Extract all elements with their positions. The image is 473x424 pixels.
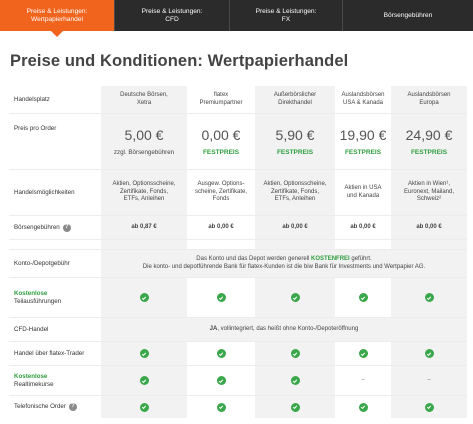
check-icon	[217, 293, 226, 302]
table-cell: Ausgew. Options- scheine, Zertifikate, Fonds	[194, 181, 248, 203]
table-cell	[391, 396, 467, 418]
price-cell	[335, 114, 391, 169]
tab-label-line2: FX	[281, 15, 291, 23]
row-label: Kostenlose Realtimekurse	[14, 373, 54, 388]
table-cell	[335, 278, 391, 317]
spacer-row	[9, 240, 467, 250]
price-value: 5,00 €	[124, 126, 164, 143]
tab-label-line1: Preise & Leistungen:	[26, 7, 88, 15]
check-icon	[359, 349, 368, 358]
table-cell: Aktien, Optionsscheine, Zertifikate, Fonds, ETFs, Anleihen	[101, 170, 187, 215]
check-icon	[217, 403, 226, 412]
row-label: Handelsplatz	[14, 95, 50, 103]
price-note: zzgl. Börsengebühren	[113, 148, 175, 156]
column-header: Auslandsbörsen USA & Kanada	[341, 92, 385, 106]
festpreis-label: FESTPREIS	[202, 148, 240, 156]
price-value: 0,00 €	[201, 126, 241, 143]
row-label: Kostenlose Teilausführungen	[14, 290, 62, 305]
dash-text: –	[361, 376, 365, 383]
table-cell	[255, 366, 335, 395]
tab-label: Börsengebühren	[383, 11, 433, 19]
tab-label-line2: Wertpapierhandel	[31, 15, 83, 23]
tab-fx[interactable]	[230, 0, 343, 31]
flatex-trader-row	[9, 342, 467, 366]
table-cell: Aktien in Wien¹, Euronext, Mailand, Schweiz²	[391, 170, 467, 215]
column-header: flatex Premiumpartner	[199, 92, 243, 106]
check-icon	[291, 376, 300, 385]
teilausfuehrungen-row	[9, 278, 467, 318]
column-header: Deutsche Börsen, Xetra	[101, 86, 187, 113]
page-title: Preise und Konditionen: Wertpapierhandel	[10, 52, 349, 70]
check-icon	[140, 349, 149, 358]
table-cell: ab 0,00 €	[391, 216, 467, 239]
table-cell	[255, 396, 335, 418]
check-icon	[359, 403, 368, 412]
check-icon	[140, 293, 149, 302]
table-cell: JA, vollintegriert, das heißt ohne Konto-/Depoteröffnung	[101, 318, 467, 341]
price-cell	[391, 114, 467, 169]
check-icon	[217, 349, 226, 358]
table-cell	[335, 342, 391, 365]
boersengebuehren-row	[9, 216, 467, 240]
table-cell	[101, 366, 187, 395]
column-header: Auslandsbörsen Europa	[391, 86, 467, 113]
telefonische-order-row	[9, 396, 467, 418]
cfd-handel-row	[9, 318, 467, 342]
festpreis-label: FESTPREIS	[276, 148, 314, 156]
konto-depot-row	[9, 250, 467, 278]
festpreis-label: FESTPREIS	[410, 148, 448, 156]
tab-label-line1: Preise & Leistungen:	[255, 7, 317, 15]
table-cell: ab 0,00 €	[208, 223, 234, 230]
row-label: Handel über flatex-Trader	[14, 349, 85, 357]
row-label: Preis pro Order	[14, 125, 57, 132]
help-icon[interactable]: ?	[63, 224, 71, 232]
table-cell	[391, 342, 467, 365]
price-cell	[255, 114, 335, 169]
check-icon	[140, 376, 149, 385]
table-cell	[187, 396, 255, 418]
table-header-row	[9, 86, 467, 114]
table-cell	[101, 342, 187, 365]
table-cell: ab 0,87 €	[101, 216, 187, 239]
row-label: Handelsmöglichkeiten	[14, 188, 75, 196]
check-icon	[425, 293, 434, 302]
row-label: Konto-/Depotgebühr	[14, 259, 70, 267]
table-cell: Aktien, Optionsscheine, Zertifikate, Fonds, ETFs, Anleihen	[255, 170, 335, 215]
price-row	[9, 114, 467, 170]
table-cell	[255, 278, 335, 317]
pricing-table	[9, 86, 467, 418]
tab-bar	[0, 0, 473, 31]
table-cell: Das Konto und das Depot werden generell KOSTENFREI geführt. Die konto- und depotführende Bank für flatex-Kunden ist die biw Bank für Investments und Wertpapier AG.	[101, 250, 467, 277]
table-cell	[187, 366, 255, 395]
realtimekurse-row	[9, 366, 467, 396]
table-cell	[101, 396, 187, 418]
table-cell	[255, 342, 335, 365]
check-icon	[425, 403, 434, 412]
price-value: 24,90 €	[405, 126, 453, 143]
festpreis-label: FESTPREIS	[344, 148, 382, 156]
tab-boersengebuehren[interactable]	[343, 0, 473, 31]
check-icon	[425, 349, 434, 358]
table-cell	[391, 366, 467, 395]
check-icon	[140, 403, 149, 412]
row-label	[9, 396, 101, 418]
price-value: 5,90 €	[275, 126, 315, 143]
help-icon[interactable]: ?	[69, 403, 77, 411]
price-value: 19,90 €	[339, 126, 387, 143]
table-cell	[335, 396, 391, 418]
price-cell	[101, 114, 187, 169]
table-cell	[335, 366, 391, 395]
check-icon	[217, 376, 226, 385]
row-label: CFD-Handel	[14, 325, 49, 333]
table-cell	[187, 342, 255, 365]
tab-wertpapierhandel[interactable]	[0, 0, 115, 31]
table-cell	[187, 278, 255, 317]
table-cell: ab 0,00 €	[350, 223, 376, 230]
row-label-text: Börsengebühren	[14, 223, 60, 231]
price-cell	[187, 114, 255, 169]
table-cell: Aktien in USA und Kanada	[344, 185, 382, 199]
check-icon	[291, 349, 300, 358]
column-header: Außerbörslicher Direkthandel	[255, 86, 335, 113]
tab-cfd[interactable]	[115, 0, 230, 31]
dash-text: –	[427, 376, 431, 383]
table-cell: ab 0,00 €	[255, 216, 335, 239]
kostenfrei-highlight: KOSTENFREI	[311, 256, 350, 262]
tab-label-line2: CFD	[165, 15, 179, 23]
row-label	[9, 216, 101, 239]
table-cell	[391, 278, 467, 317]
check-icon	[291, 403, 300, 412]
handelsmoeglichkeiten-row	[9, 170, 467, 216]
check-icon	[291, 293, 300, 302]
konto-note: Die konto- und depotführende Bank für flatex-Kunden ist die biw Bank für Investments und Wertpapier AG.	[142, 263, 426, 270]
table-cell	[101, 278, 187, 317]
check-icon	[359, 293, 368, 302]
tab-label-line1: Preise & Leistungen:	[141, 7, 203, 15]
row-label-text: Telefonische Order	[14, 403, 66, 411]
